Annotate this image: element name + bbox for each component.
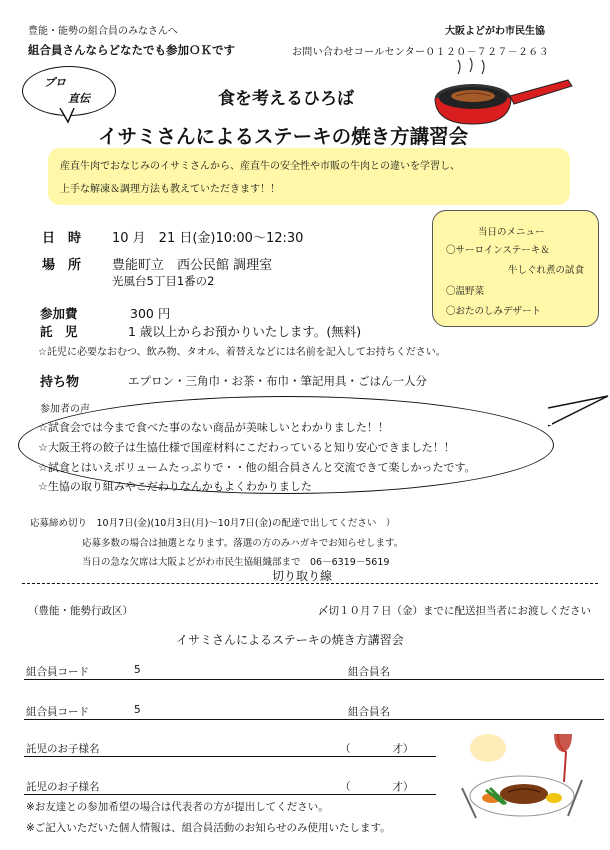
cut-note: 〆切１０月７日（金）までに配送担当者にお渡しください (318, 605, 591, 617)
fee-value: 300 円 (130, 306, 171, 321)
voices-title: 参加者の声 (40, 404, 90, 415)
org-name: 大阪よどがわ市民生協 (445, 26, 545, 37)
voices-bubble-tail (548, 394, 610, 434)
member-code-label-2: 組合員コード (26, 706, 89, 718)
child-row-1-line[interactable] (24, 756, 436, 757)
place-label: 場 所 (42, 258, 82, 273)
badge-line1: プロ (44, 76, 66, 89)
voice-item-3: ☆試食とはいえボリュームたっぷりで・・他の組合員さんと交流できて楽しかったです。 (38, 461, 476, 474)
menu-title: 当日のメニュー (478, 227, 545, 238)
deadline-line2: 応募多数の場合は抽選となります。落選の方のみハガキでお知らせします。 (82, 538, 404, 549)
steak-plate-icon (458, 728, 590, 820)
menu-item-2: 牛しぐれ煮の試食 (508, 265, 585, 276)
badge-line2: 直伝 (68, 92, 90, 105)
deadline-line1: 応募締め切り 10月7日(金)(10月3日(月)～10月7日(金)の配達で出してください ） (30, 518, 396, 529)
deadline-line3: 当日の急な欠席は大阪よどがわ市民生協組織部まで 06－6319－5619 (82, 557, 390, 568)
child-age-2[interactable]: （ 才） (340, 781, 414, 793)
form-note-2: ※ご記入いただいた個人情報は、組合員活動のお知らせのみ使用いたします。 (26, 822, 391, 834)
cut-line[interactable] (22, 583, 598, 584)
member-name-label-2: 組合員名 (348, 706, 390, 718)
menu-item-1: 〇サーロインステーキ＆ (446, 245, 550, 256)
date-label: 日 時 (42, 231, 82, 246)
cut-area: （豊能・能勢行政区） (28, 605, 133, 617)
member-row-2-line[interactable] (24, 719, 604, 720)
bring-value: エプロン・三角巾・お茶・布巾・筆記用具・ごはん一人分 (128, 374, 427, 388)
voice-item-4: ☆生協の取り組みやこだわりなんかもよくわかりました (38, 480, 312, 493)
bring-label: 持ち物 (40, 375, 80, 390)
badge-tail (58, 108, 80, 124)
member-row-1-line[interactable] (24, 679, 604, 680)
contact-line: お問い合わせコールセンター０１２０－７２７－２６３ (292, 47, 549, 58)
member-name-label-1: 組合員名 (348, 666, 390, 678)
cut-label: 切り取り線 (272, 569, 333, 583)
member-code-value-1[interactable]: 5 (134, 664, 141, 676)
child-label-1: 託児のお子様名 (26, 743, 100, 755)
frying-pan-icon (428, 56, 578, 136)
fee-label: 参加費 (40, 306, 78, 321)
title-line1: 食を考えるひろば (218, 89, 354, 109)
member-code-value-2[interactable]: 5 (134, 704, 141, 716)
menu-item-4: 〇おたのしみデザート (446, 306, 542, 317)
voice-item-1: ☆試食会では今まで食べた事のない商品が美味しいとわかりました！！ (38, 421, 389, 434)
childcare-value: 1 歳以上からお預かりいたします。(無料) (128, 324, 362, 339)
child-label-2: 託児のお子様名 (26, 781, 100, 793)
voice-item-2: ☆大阪王将の餃子は生協仕様で国産材料にこだわっていると知り安心できました！！ (38, 441, 455, 454)
childcare-note: ☆託児に必要なおむつ、飲み物、タオル、着替えなどには名前を記入してお持ちください。 (38, 347, 446, 358)
date-value: 10 月 21 日(金)10:00～12:30 (112, 231, 304, 246)
childcare-label: 託 児 (40, 324, 78, 339)
place-address: 光風台5丁目1番の2 (112, 274, 215, 288)
member-code-label-1: 組合員コード (26, 666, 89, 678)
title-line2: イサミさんによるステーキの焼き方講習会 (98, 125, 469, 148)
form-note-1: ※お友達との参加希望の場合は代表者の方が提出してください。 (26, 801, 329, 813)
place-value: 豊能町立 西公民館 調理室 (112, 258, 273, 273)
anyone-ok: 組合員さんならどなたでも参加ＯＫです (28, 43, 235, 57)
child-age-1[interactable]: （ 才） (340, 743, 414, 755)
menu-item-3: 〇温野菜 (446, 286, 485, 297)
recipient-line: 豊能・能勢の組合員のみなさんへ (28, 26, 178, 37)
child-row-2-line[interactable] (24, 794, 436, 795)
intro-line1: 産直牛肉でおなじみのイサミさんから、産直牛の安全性や市販の牛肉との違いを学習し、 (60, 161, 460, 172)
intro-line2: 上手な解凍＆調理方法も教えていただきます！！ (60, 184, 280, 195)
form-title: イサミさんによるステーキの焼き方講習会 (176, 633, 404, 647)
